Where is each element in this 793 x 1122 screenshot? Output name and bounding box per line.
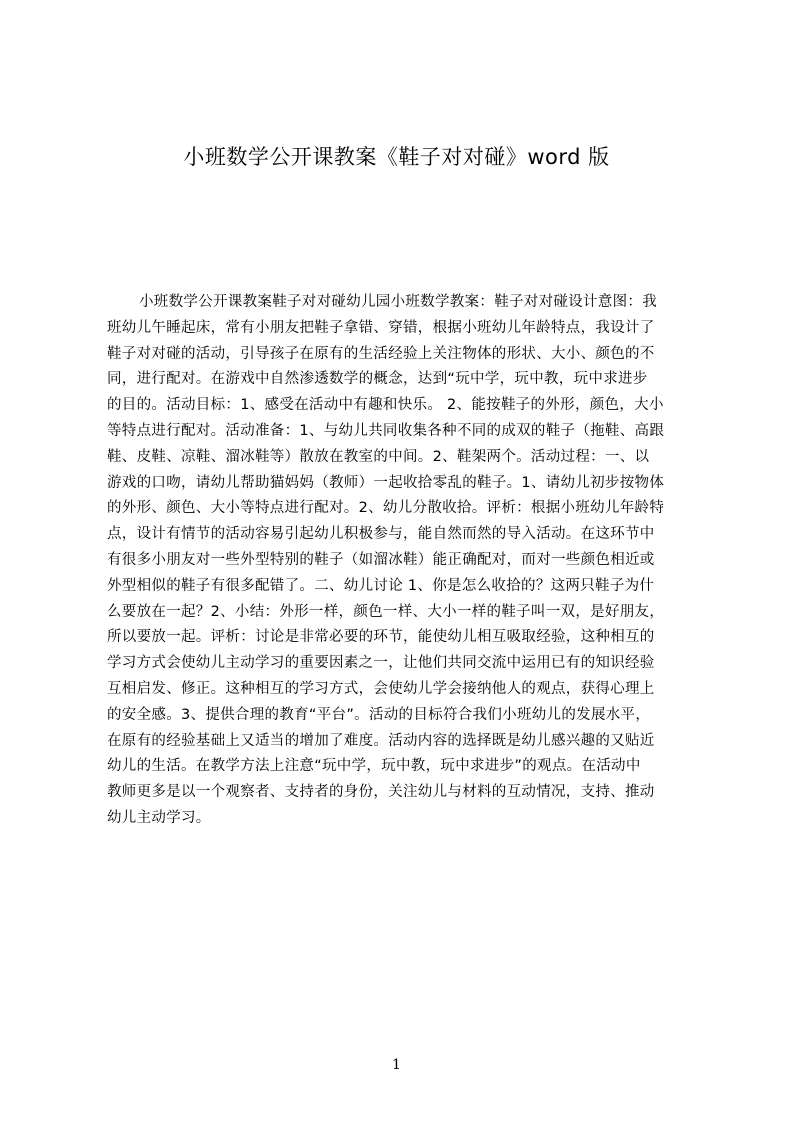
paragraph-line: 学习方式会使幼儿主动学习的重要因素之一，让他们共同交流中运用已有的知识经验 bbox=[107, 655, 655, 672]
paragraph-line: 在原有的经验基础上又适当的增加了难度。活动内容的选择既是幼儿感兴趣的又贴近 bbox=[107, 732, 655, 749]
body-paragraph bbox=[107, 290, 697, 832]
paragraph-line: 鞋、皮鞋、凉鞋、溜冰鞋等）散放在教室的中间。2、鞋架两个。活动过程：一、以 bbox=[107, 448, 650, 465]
paragraph-line: 的目的。活动目标：1、感受在活动中有趣和快乐。 2、能按鞋子的外形，颜色，大小 bbox=[107, 397, 664, 414]
paragraph-line: 的安全感。3、提供合理的教育“平台”。活动的目标符合我们小班幼儿的发展水平， bbox=[107, 706, 651, 723]
paragraph-line: 有很多小朋友对一些外型特别的鞋子（如溜冰鞋）能正确配对，而对一些颜色相近或 bbox=[107, 551, 655, 568]
paragraph-line: 互相启发、修正。这种相互的学习方式，会使幼儿学会接纳他人的观点，获得心理上 bbox=[107, 680, 655, 697]
paragraph-line: 外型相似的鞋子有很多配错了。二、幼儿讨论 1、你是怎么收拾的？这两只鞋子为什 bbox=[107, 577, 655, 594]
paragraph-line: 鞋子对对碰的活动，引导孩子在原有的生活经验上关注物体的形状、大小、颜色的不 bbox=[107, 345, 655, 362]
paragraph-line: 的外形、颜色、大小等特点进行配对。2、幼儿分散收拾。评析：根据小班幼儿年龄特 bbox=[107, 500, 665, 517]
paragraph-line bbox=[107, 290, 697, 316]
paragraph-line: 幼儿的生活。在教学方法上注意“玩中学，玩中教，玩中求进步”的观点。在活动中 bbox=[107, 758, 641, 775]
paragraph-line: 游戏的口吻，请幼儿帮助猫妈妈（教师）一起收拾零乱的鞋子。1、请幼儿初步按物体 bbox=[107, 474, 665, 491]
paragraph-line-text: 小班数学公开课教案鞋子对对碰幼儿园小班数学教案：鞋子对对碰设计意图：我 bbox=[139, 294, 657, 310]
paragraph-line: 同，进行配对。在游戏中自然渗透数学的概念，达到“玩中学，玩中教，玩中求进步 bbox=[107, 371, 648, 388]
paragraph-line: 么要放在一起？2、小结：外形一样，颜色一样、大小一样的鞋子叫一双，是好朋友， bbox=[107, 603, 665, 620]
page-number: 1 bbox=[392, 1057, 401, 1073]
paragraph-line: 班幼儿午睡起床，常有小朋友把鞋子拿错、穿错，根据小班幼儿年龄特点，我设计了 bbox=[107, 319, 655, 336]
document-title: 小班数学公开课教案《鞋子对对碰》word 版 bbox=[183, 145, 610, 169]
paragraph-line: 所以要放一起。评析：讨论是非常必要的环节，能使幼儿相互吸取经验，这种相互的 bbox=[107, 629, 655, 646]
paragraph-line: 幼儿主动学习。 bbox=[107, 809, 211, 826]
paragraph-line: 教师更多是以一个观察者、支持者的身份，关注幼儿与材料的互动情况，支持、推动 bbox=[107, 784, 655, 801]
paragraph-line: 等特点进行配对。活动准备：1、与幼儿共同收集各种不同的成双的鞋子（拖鞋、高跟 bbox=[107, 422, 665, 439]
paragraph-line: 点，设计有情节的活动容易引起幼儿积极参与，能自然而然的导入活动。在这环节中 bbox=[107, 526, 655, 543]
